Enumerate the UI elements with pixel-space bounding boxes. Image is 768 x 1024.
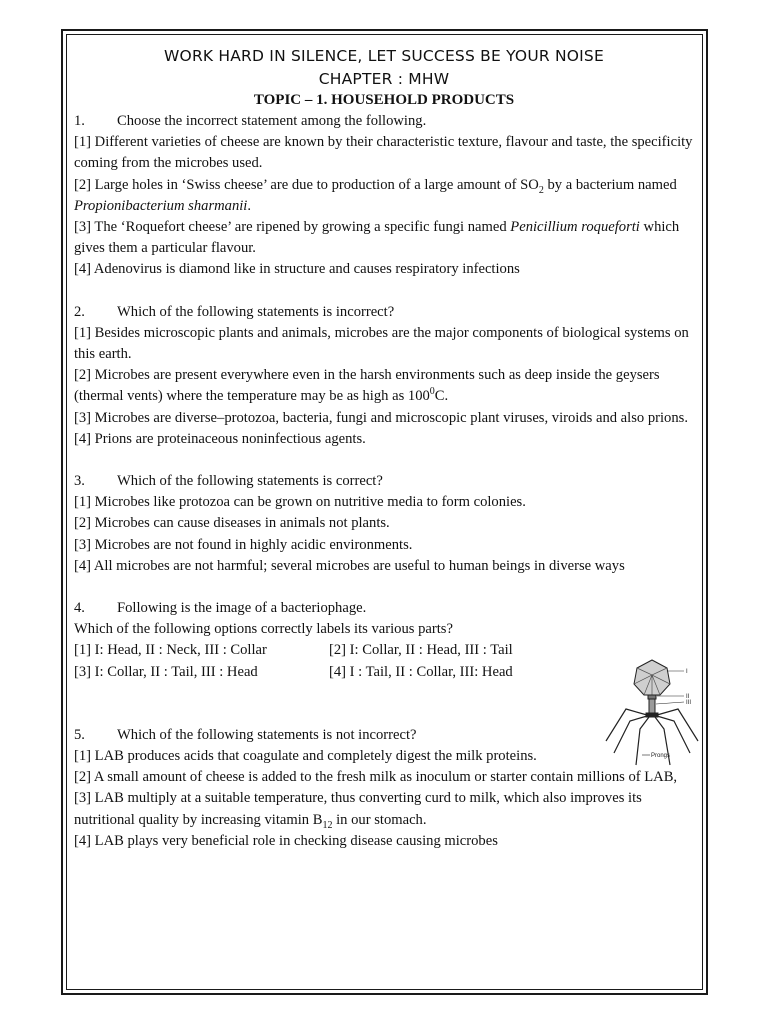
option-3: [3] The ‘Roquefort cheese’ are ripened by growing a specific fungi named Penicillium roqueforti which gives them a particular flavour. bbox=[74, 219, 680, 257]
option-3: [3] I: Collar, II : Tail, III : Head bbox=[74, 663, 258, 680]
option-3: [3] Microbes are diverse–protozoa, bacteria, fungi and microscopic plant viruses, viroids and also prions. bbox=[74, 409, 688, 426]
question-1 bbox=[74, 111, 694, 281]
question-text: Which of the following statements is not incorrect? bbox=[117, 726, 417, 743]
question-number: 5. bbox=[74, 726, 85, 743]
question-number: 3. bbox=[74, 473, 85, 490]
topic-title: TOPIC – 1. HOUSEHOLD PRODUCTS bbox=[253, 92, 515, 108]
question-2 bbox=[74, 302, 694, 450]
option-2: [2] A small amount of cheese is added to the fresh milk as inoculum or starter contain millions of LAB, bbox=[74, 769, 678, 786]
option-4: [4] Adenovirus is diamond like in structure and causes respiratory infections bbox=[74, 261, 520, 278]
option-1: [1] Besides microscopic plants and animals, microbes are the major components of biological systems on this earth. bbox=[74, 324, 689, 363]
question-text: Choose the incorrect statement among the following. bbox=[117, 113, 427, 129]
option-4: [4] I : Tail, II : Collar, III: Head bbox=[329, 663, 513, 680]
motto: WORK HARD IN SILENCE, LET SUCCESS BE YOUR NOISE bbox=[164, 47, 604, 65]
phage-base-plate bbox=[646, 713, 658, 717]
option-1: [1] Different varieties of cheese are known by their characteristic texture, flavour and taste, the specificity coming from the microbes used. bbox=[74, 134, 693, 172]
option-1: [1] Microbes like protozoa can be grown on nutritive media to form colonies. bbox=[74, 494, 526, 511]
phage-tail bbox=[649, 699, 655, 713]
option-1: [1] I: Head, II : Neck, III : Collar bbox=[74, 642, 267, 659]
option-3: [3] LAB multiply at a suitable temperature, thus converting curd to milk, which also improves its nutritional quality by increasing vitamin $B_{12}$ in our stomach. bbox=[74, 790, 642, 831]
label-II: II bbox=[686, 694, 690, 700]
option-2: [2] I: Collar, II : Head, III : Tail bbox=[329, 642, 513, 659]
label-prongs: Prongs bbox=[651, 753, 671, 759]
bacteriophage-figure bbox=[600, 657, 704, 777]
question-text: Which of the following statements is correct? bbox=[117, 473, 383, 490]
label-I: I bbox=[686, 669, 688, 675]
option-4: [4] Prions are proteinaceous noninfectious agents. bbox=[74, 430, 366, 447]
question-text-2: Which of the following options correctly labels its various parts? bbox=[74, 621, 453, 638]
question-number: 4. bbox=[74, 600, 85, 617]
chapter-title: CHAPTER : MHW bbox=[318, 70, 450, 88]
option-4: [4] LAB plays very beneficial role in checking disease causing microbes bbox=[74, 832, 498, 849]
option-2: [2] Large holes in ‘Swiss cheese’ are due to production of a large amount of $SO_2$ by a bacterium named Propionibacterium sharmanii. bbox=[74, 176, 677, 214]
option-1: [1] LAB produces acids that coagulate and completely digest the milk proteins. bbox=[74, 748, 537, 765]
question-text: Following is the image of a bacteriophage. bbox=[117, 600, 367, 617]
option-3: [3] Microbes are not found in highly acidic environments. bbox=[74, 536, 413, 553]
question-number: 2. bbox=[74, 303, 85, 320]
label-III: III bbox=[686, 700, 692, 706]
option-4: [4] All microbes are not harmful; several microbes are useful to human beings in diverse ways bbox=[74, 557, 625, 574]
phage-collar bbox=[648, 695, 656, 699]
question-number: 1. bbox=[74, 113, 85, 129]
option-2: [2] Microbes can cause diseases in animals not plants. bbox=[74, 515, 390, 532]
option-2: [2] Microbes are present everywhere even in the harsh environments such as deep inside the geysers (thermal vents) where the temperature may be as high as $100^0C$. bbox=[74, 367, 660, 405]
question-3 bbox=[74, 471, 694, 577]
question-text: Which of the following statements is incorrect? bbox=[117, 303, 395, 320]
